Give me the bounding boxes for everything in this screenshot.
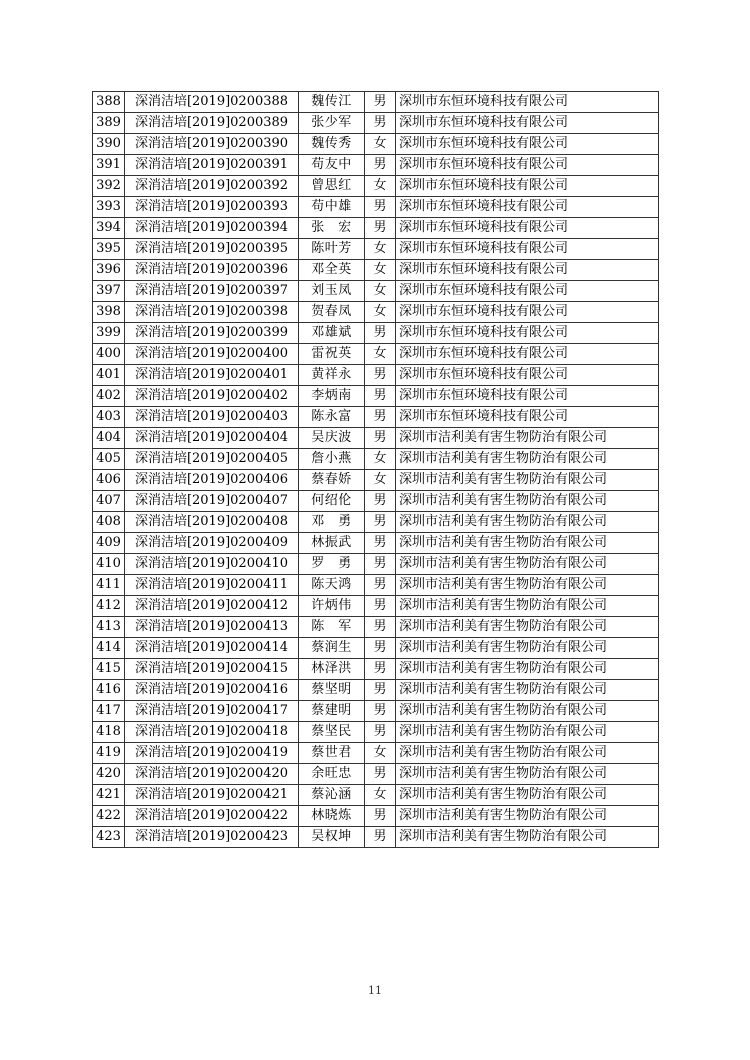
person-name: 蔡建明 xyxy=(299,701,365,722)
row-number: 401 xyxy=(93,365,125,386)
table-row xyxy=(93,281,659,302)
person-name: 吴权坤 xyxy=(299,827,365,848)
gender: 男 xyxy=(365,638,396,659)
company-name: 深圳市洁利美有害生物防治有限公司 xyxy=(396,449,659,470)
table-row xyxy=(93,512,659,533)
row-number: 407 xyxy=(93,491,125,512)
gender: 女 xyxy=(365,743,396,764)
certificate-number: 深消洁培[2019]0200399 xyxy=(125,323,299,344)
certificate-number: 深消洁培[2019]0200401 xyxy=(125,365,299,386)
certificate-number: 深消洁培[2019]0200388 xyxy=(125,92,299,113)
table-row xyxy=(93,533,659,554)
company-name: 深圳市东恒环境科技有限公司 xyxy=(396,176,659,197)
certificate-number: 深消洁培[2019]0200416 xyxy=(125,680,299,701)
row-number: 423 xyxy=(93,827,125,848)
person-name: 陈永富 xyxy=(299,407,365,428)
gender: 男 xyxy=(365,701,396,722)
table-row xyxy=(93,596,659,617)
table-row xyxy=(93,239,659,260)
company-name: 深圳市东恒环境科技有限公司 xyxy=(396,197,659,218)
person-name: 蔡沁涵 xyxy=(299,785,365,806)
row-number: 390 xyxy=(93,134,125,155)
table-row xyxy=(93,428,659,449)
person-name: 陈 军 xyxy=(299,617,365,638)
table-row xyxy=(93,176,659,197)
row-number: 392 xyxy=(93,176,125,197)
row-number: 421 xyxy=(93,785,125,806)
row-number: 413 xyxy=(93,617,125,638)
person-name: 魏传江 xyxy=(299,92,365,113)
person-name: 苟中雄 xyxy=(299,197,365,218)
company-name: 深圳市东恒环境科技有限公司 xyxy=(396,407,659,428)
table-row xyxy=(93,92,659,113)
company-name: 深圳市洁利美有害生物防治有限公司 xyxy=(396,470,659,491)
certificate-number: 深消洁培[2019]0200411 xyxy=(125,575,299,596)
certificate-number: 深消洁培[2019]0200406 xyxy=(125,470,299,491)
person-name: 蔡世君 xyxy=(299,743,365,764)
certificate-number: 深消洁培[2019]0200392 xyxy=(125,176,299,197)
person-name: 张 宏 xyxy=(299,218,365,239)
person-name: 曾思红 xyxy=(299,176,365,197)
row-number: 391 xyxy=(93,155,125,176)
row-number: 397 xyxy=(93,281,125,302)
page-number: 11 xyxy=(368,984,382,997)
person-name: 林振武 xyxy=(299,533,365,554)
gender: 男 xyxy=(365,617,396,638)
company-name: 深圳市洁利美有害生物防治有限公司 xyxy=(396,533,659,554)
gender: 男 xyxy=(365,659,396,680)
gender: 女 xyxy=(365,302,396,323)
table-row xyxy=(93,323,659,344)
company-name: 深圳市东恒环境科技有限公司 xyxy=(396,302,659,323)
gender: 女 xyxy=(365,449,396,470)
row-number: 404 xyxy=(93,428,125,449)
certificate-number: 深消洁培[2019]0200410 xyxy=(125,554,299,575)
person-name: 陈叶芳 xyxy=(299,239,365,260)
table-row xyxy=(93,407,659,428)
gender: 女 xyxy=(365,260,396,281)
person-name: 黄祥永 xyxy=(299,365,365,386)
certificate-number: 深消洁培[2019]0200423 xyxy=(125,827,299,848)
row-number: 409 xyxy=(93,533,125,554)
row-number: 417 xyxy=(93,701,125,722)
person-name: 邓全英 xyxy=(299,260,365,281)
person-name: 邓雄斌 xyxy=(299,323,365,344)
certificate-number: 深消洁培[2019]0200397 xyxy=(125,281,299,302)
person-name: 贺春凤 xyxy=(299,302,365,323)
certificate-number: 深消洁培[2019]0200404 xyxy=(125,428,299,449)
gender: 男 xyxy=(365,323,396,344)
table-row xyxy=(93,218,659,239)
person-name: 刘玉凤 xyxy=(299,281,365,302)
person-name: 陈天鸿 xyxy=(299,575,365,596)
gender: 女 xyxy=(365,470,396,491)
row-number: 418 xyxy=(93,722,125,743)
row-number: 406 xyxy=(93,470,125,491)
row-number: 394 xyxy=(93,218,125,239)
row-number: 405 xyxy=(93,449,125,470)
gender: 男 xyxy=(365,407,396,428)
company-name: 深圳市洁利美有害生物防治有限公司 xyxy=(396,554,659,575)
table-row xyxy=(93,638,659,659)
person-name: 余旺忠 xyxy=(299,764,365,785)
certificate-number: 深消洁培[2019]0200398 xyxy=(125,302,299,323)
table-row xyxy=(93,827,659,848)
gender: 男 xyxy=(365,155,396,176)
person-name: 苟友中 xyxy=(299,155,365,176)
company-name: 深圳市洁利美有害生物防治有限公司 xyxy=(396,827,659,848)
gender: 男 xyxy=(365,386,396,407)
table-row xyxy=(93,554,659,575)
company-name: 深圳市东恒环境科技有限公司 xyxy=(396,344,659,365)
company-name: 深圳市洁利美有害生物防治有限公司 xyxy=(396,722,659,743)
table-row xyxy=(93,806,659,827)
roster-table xyxy=(92,91,659,848)
gender: 男 xyxy=(365,827,396,848)
gender: 男 xyxy=(365,218,396,239)
row-number: 416 xyxy=(93,680,125,701)
certificate-number: 深消洁培[2019]0200393 xyxy=(125,197,299,218)
row-number: 422 xyxy=(93,806,125,827)
table-row xyxy=(93,386,659,407)
certificate-number: 深消洁培[2019]0200391 xyxy=(125,155,299,176)
gender: 女 xyxy=(365,239,396,260)
table-row xyxy=(93,197,659,218)
row-number: 396 xyxy=(93,260,125,281)
gender: 女 xyxy=(365,176,396,197)
row-number: 403 xyxy=(93,407,125,428)
gender: 男 xyxy=(365,428,396,449)
table-row xyxy=(93,302,659,323)
table-row xyxy=(93,785,659,806)
table-row xyxy=(93,449,659,470)
certificate-number: 深消洁培[2019]0200409 xyxy=(125,533,299,554)
gender: 男 xyxy=(365,596,396,617)
person-name: 魏传秀 xyxy=(299,134,365,155)
person-name: 许炳伟 xyxy=(299,596,365,617)
certificate-number: 深消洁培[2019]0200415 xyxy=(125,659,299,680)
table-row xyxy=(93,491,659,512)
company-name: 深圳市洁利美有害生物防治有限公司 xyxy=(396,575,659,596)
roster-body xyxy=(93,92,659,848)
certificate-number: 深消洁培[2019]0200417 xyxy=(125,701,299,722)
company-name: 深圳市洁利美有害生物防治有限公司 xyxy=(396,680,659,701)
row-number: 402 xyxy=(93,386,125,407)
person-name: 蔡润生 xyxy=(299,638,365,659)
company-name: 深圳市洁利美有害生物防治有限公司 xyxy=(396,764,659,785)
row-number: 411 xyxy=(93,575,125,596)
company-name: 深圳市洁利美有害生物防治有限公司 xyxy=(396,596,659,617)
certificate-number: 深消洁培[2019]0200407 xyxy=(125,491,299,512)
table-row xyxy=(93,470,659,491)
table-row xyxy=(93,575,659,596)
row-number: 398 xyxy=(93,302,125,323)
gender: 男 xyxy=(365,722,396,743)
gender: 男 xyxy=(365,575,396,596)
person-name: 林晓炼 xyxy=(299,806,365,827)
company-name: 深圳市洁利美有害生物防治有限公司 xyxy=(396,617,659,638)
company-name: 深圳市东恒环境科技有限公司 xyxy=(396,134,659,155)
gender: 男 xyxy=(365,92,396,113)
company-name: 深圳市洁利美有害生物防治有限公司 xyxy=(396,491,659,512)
certificate-number: 深消洁培[2019]0200395 xyxy=(125,239,299,260)
gender: 女 xyxy=(365,281,396,302)
row-number: 393 xyxy=(93,197,125,218)
certificate-number: 深消洁培[2019]0200400 xyxy=(125,344,299,365)
company-name: 深圳市洁利美有害生物防治有限公司 xyxy=(396,659,659,680)
row-number: 408 xyxy=(93,512,125,533)
gender: 男 xyxy=(365,533,396,554)
company-name: 深圳市洁利美有害生物防治有限公司 xyxy=(396,806,659,827)
table-row xyxy=(93,260,659,281)
person-name: 何绍伦 xyxy=(299,491,365,512)
row-number: 420 xyxy=(93,764,125,785)
certificate-number: 深消洁培[2019]0200390 xyxy=(125,134,299,155)
certificate-number: 深消洁培[2019]0200394 xyxy=(125,218,299,239)
table-row xyxy=(93,659,659,680)
company-name: 深圳市东恒环境科技有限公司 xyxy=(396,260,659,281)
gender: 男 xyxy=(365,554,396,575)
table-row xyxy=(93,680,659,701)
certificate-number: 深消洁培[2019]0200403 xyxy=(125,407,299,428)
certificate-number: 深消洁培[2019]0200405 xyxy=(125,449,299,470)
company-name: 深圳市东恒环境科技有限公司 xyxy=(396,92,659,113)
person-name: 吴庆波 xyxy=(299,428,365,449)
gender: 男 xyxy=(365,365,396,386)
certificate-number: 深消洁培[2019]0200421 xyxy=(125,785,299,806)
gender: 女 xyxy=(365,785,396,806)
person-name: 蔡坚民 xyxy=(299,722,365,743)
gender: 女 xyxy=(365,344,396,365)
certificate-number: 深消洁培[2019]0200413 xyxy=(125,617,299,638)
table-row xyxy=(93,617,659,638)
row-number: 400 xyxy=(93,344,125,365)
certificate-number: 深消洁培[2019]0200418 xyxy=(125,722,299,743)
certificate-number: 深消洁培[2019]0200422 xyxy=(125,806,299,827)
table-row xyxy=(93,113,659,134)
gender: 男 xyxy=(365,197,396,218)
person-name: 林泽洪 xyxy=(299,659,365,680)
person-name: 邓 勇 xyxy=(299,512,365,533)
company-name: 深圳市东恒环境科技有限公司 xyxy=(396,365,659,386)
company-name: 深圳市东恒环境科技有限公司 xyxy=(396,239,659,260)
person-name: 蔡坚明 xyxy=(299,680,365,701)
row-number: 388 xyxy=(93,92,125,113)
certificate-number: 深消洁培[2019]0200420 xyxy=(125,764,299,785)
company-name: 深圳市东恒环境科技有限公司 xyxy=(396,281,659,302)
person-name: 李炳南 xyxy=(299,386,365,407)
company-name: 深圳市洁利美有害生物防治有限公司 xyxy=(396,743,659,764)
table-row xyxy=(93,764,659,785)
table-row xyxy=(93,743,659,764)
certificate-number: 深消洁培[2019]0200408 xyxy=(125,512,299,533)
table-row xyxy=(93,701,659,722)
certificate-number: 深消洁培[2019]0200414 xyxy=(125,638,299,659)
company-name: 深圳市洁利美有害生物防治有限公司 xyxy=(396,785,659,806)
gender: 男 xyxy=(365,764,396,785)
company-name: 深圳市东恒环境科技有限公司 xyxy=(396,113,659,134)
row-number: 410 xyxy=(93,554,125,575)
gender: 男 xyxy=(365,512,396,533)
person-name: 詹小燕 xyxy=(299,449,365,470)
gender: 男 xyxy=(365,113,396,134)
gender: 女 xyxy=(365,134,396,155)
company-name: 深圳市东恒环境科技有限公司 xyxy=(396,218,659,239)
row-number: 389 xyxy=(93,113,125,134)
row-number: 419 xyxy=(93,743,125,764)
row-number: 395 xyxy=(93,239,125,260)
certificate-number: 深消洁培[2019]0200402 xyxy=(125,386,299,407)
table-row xyxy=(93,155,659,176)
company-name: 深圳市东恒环境科技有限公司 xyxy=(396,155,659,176)
company-name: 深圳市东恒环境科技有限公司 xyxy=(396,323,659,344)
row-number: 399 xyxy=(93,323,125,344)
company-name: 深圳市洁利美有害生物防治有限公司 xyxy=(396,428,659,449)
row-number: 412 xyxy=(93,596,125,617)
person-name: 雷祝英 xyxy=(299,344,365,365)
company-name: 深圳市东恒环境科技有限公司 xyxy=(396,386,659,407)
certificate-number: 深消洁培[2019]0200396 xyxy=(125,260,299,281)
company-name: 深圳市洁利美有害生物防治有限公司 xyxy=(396,512,659,533)
table-row xyxy=(93,722,659,743)
certificate-number: 深消洁培[2019]0200412 xyxy=(125,596,299,617)
table-row xyxy=(93,344,659,365)
gender: 男 xyxy=(365,491,396,512)
certificate-number: 深消洁培[2019]0200389 xyxy=(125,113,299,134)
company-name: 深圳市洁利美有害生物防治有限公司 xyxy=(396,638,659,659)
gender: 男 xyxy=(365,680,396,701)
gender: 男 xyxy=(365,806,396,827)
person-name: 罗 勇 xyxy=(299,554,365,575)
certificate-number: 深消洁培[2019]0200419 xyxy=(125,743,299,764)
table-row xyxy=(93,365,659,386)
person-name: 张少军 xyxy=(299,113,365,134)
table-row xyxy=(93,134,659,155)
person-name: 蔡春娇 xyxy=(299,470,365,491)
company-name: 深圳市洁利美有害生物防治有限公司 xyxy=(396,701,659,722)
row-number: 415 xyxy=(93,659,125,680)
row-number: 414 xyxy=(93,638,125,659)
